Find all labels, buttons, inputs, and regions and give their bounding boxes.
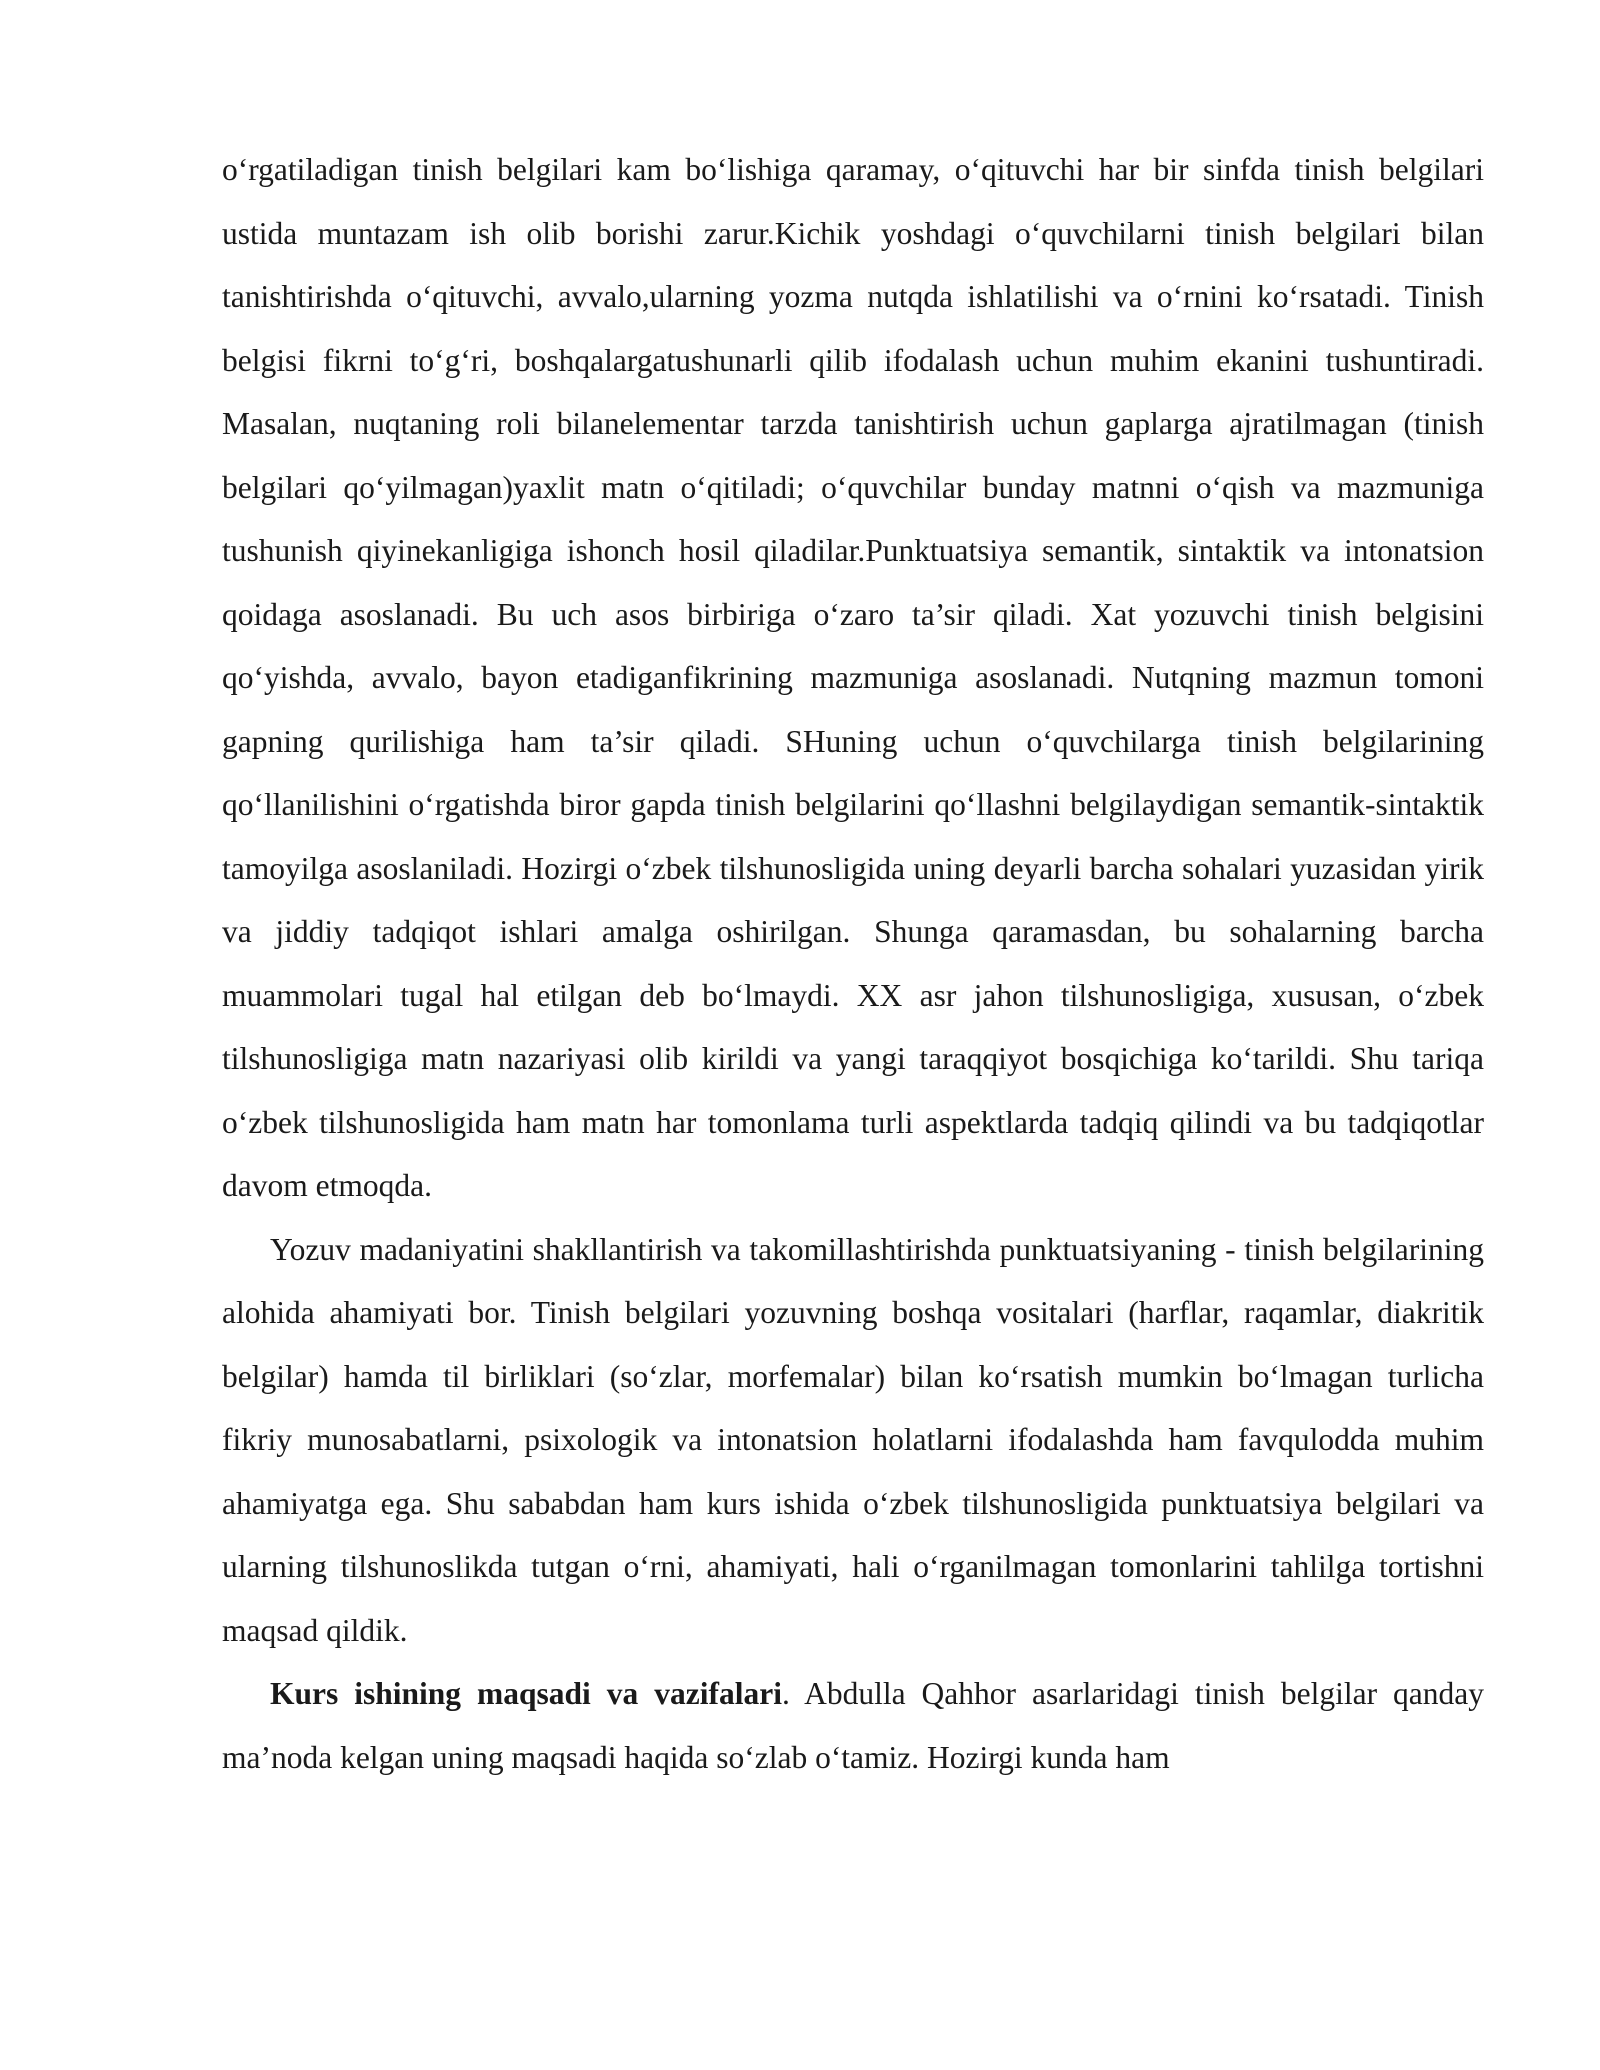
paragraph-3-text: . Abdulla Qahhor asarlaridagi tinish belgilar qanday ma’noda kelgan uning maqsadi haqida so‘zlab o‘tamiz. Hozirgi kunda ham xyxy=(222,1676,1484,1775)
paragraph-2 xyxy=(222,1218,1484,1663)
paragraph-1-text: o‘rgatiladigan tinish belgilari kam bo‘lishiga qaramay, o‘qituvchi har bir sinfda tinish belgilari ustida muntazam ish olib borishi zarur.Kichik yoshdagi o‘quvchilarni tinish belgilari bilan tanishtirishda o‘qituvchi, avvalo,ularning yozma nutqda ishlatilishi va o‘rnini ko‘rsatadi. Tinish belgisi fikrni to‘g‘ri, boshqalargatushunarli qilib ifodalash uchun muhim ekanini tushuntiradi. Masalan, nuqtaning roli bilanelementar tarzda tanishtirish uchun gaplarga ajratilmagan (tinish belgilari qo‘yilmagan)yaxlit matn o‘qitiladi; o‘quvchilar bunday matnni o‘qish va mazmuniga tushunish qiyinekanligiga ishonch hosil qiladilar.Punktuatsiya semantik, sintaktik va intonatsion qoidaga asoslanadi. Bu uch asos birbiriga o‘zaro ta’sir qiladi. Xat yozuvchi tinish belgisini qo‘yishda, avvalo, bayon etadiganfikrining mazmuniga asoslanadi. Nutqning mazmun tomoni gapning qurilishiga ham ta’sir qiladi. SHuning uchun o‘quvchilarga tinish belgilarining qo‘llanilishini o‘rgatishda biror gapda tinish belgilarini qo‘llashni belgilaydigan semantik-sintaktik tamoyilga asoslaniladi. Hozirgi o‘zbek tilshunosligida uning deyarli barcha sohalari yuzasidan yirik va jiddiy tadqiqot ishlari amalga oshirilgan. Shunga qaramasdan, bu sohalarning barcha muammolari tugal hal etilgan deb bo‘lmaydi. XX asr jahon tilshunosligiga, xususan, o‘zbek tilshunosligiga matn nazariyasi olib kirildi va yangi taraqqiyot bosqichiga ko‘tarildi. Shu tariqa o‘zbek tilshunosligida ham matn har tomonlama turli aspektlarda tadqiq qilindi va bu tadqiqotlar davom etmoqda. xyxy=(222,152,1484,1203)
paragraph-3 xyxy=(222,1662,1484,1789)
document-page xyxy=(222,138,1484,1789)
paragraph-1 xyxy=(222,138,1484,1218)
paragraph-2-text: Yozuv madaniyatini shakllantirish va takomillashtirishda punktuatsiyaning - tinish belgilarining alohida ahamiyati bor. Tinish belgilari yozuvning boshqa vositalari (harflar, raqamlar, diakritik belgilar) hamda til birliklari (so‘zlar, morfemalar) bilan ko‘rsatish mumkin bo‘lmagan turlicha fikriy munosabatlarni, psixologik va intonatsion holatlarni ifodalashda ham favqulodda muhim ahamiyatga ega. Shu sababdan ham kurs ishida o‘zbek tilshunosligida punktuatsiya belgilari va ularning tilshunoslikda tutgan o‘rni, ahamiyati, hali o‘rganilmagan tomonlarini tahlilga tortishni maqsad qildik. xyxy=(222,1231,1484,1648)
section-heading-inline: Kurs ishining maqsadi va vazifalari xyxy=(270,1676,782,1711)
